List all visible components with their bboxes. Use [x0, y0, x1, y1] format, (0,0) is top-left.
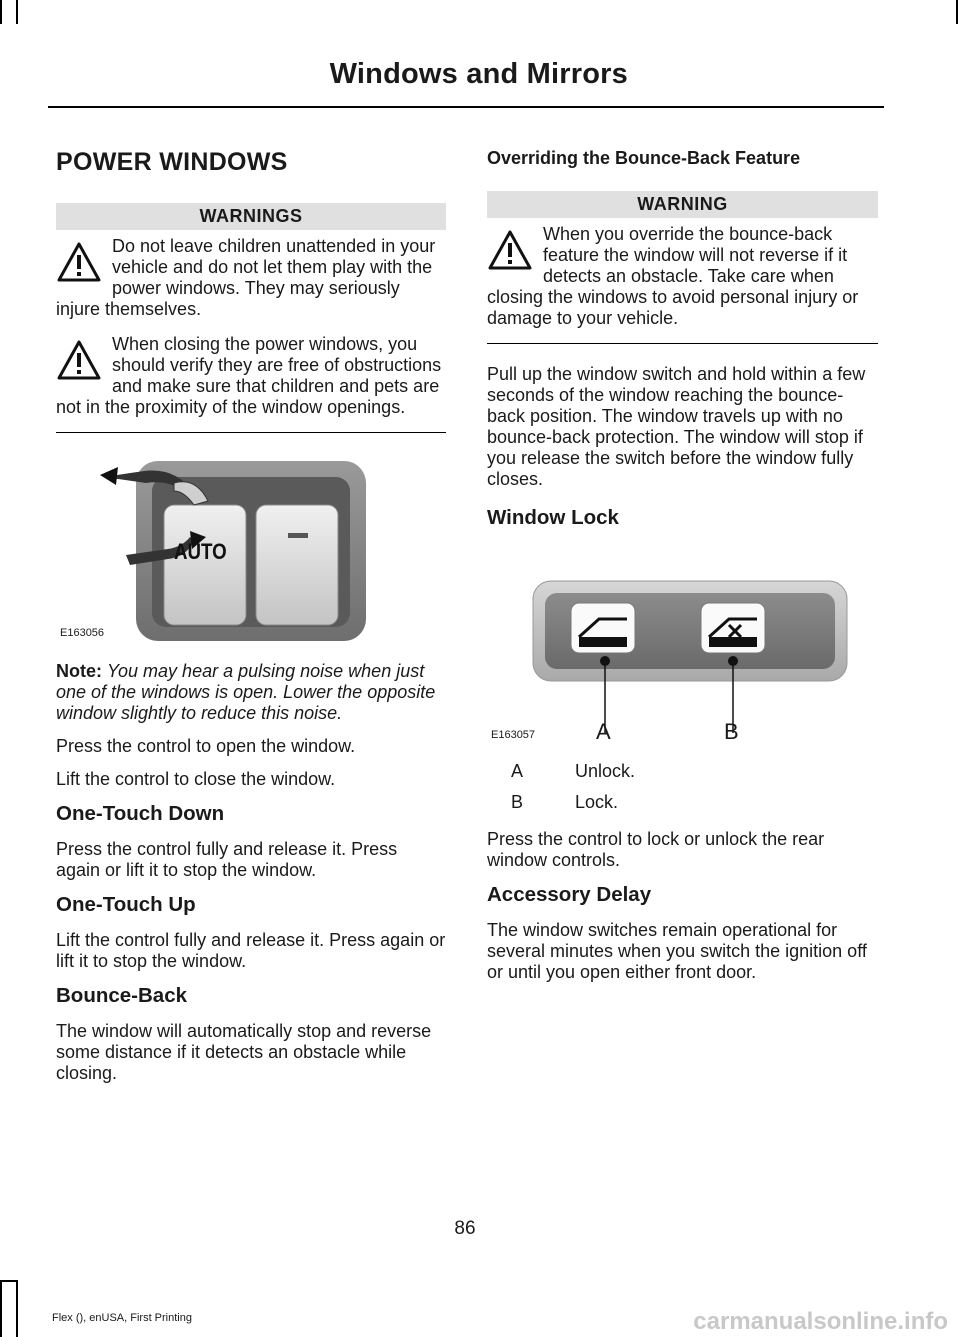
warning-text: When you override the bounce-back feature the window will not reverse if it detects an obstacle. Take care when closing the windows to avoid personal injury or damage to your vehicle. [487, 224, 859, 328]
body-text: The window will automatically stop and reverse some distance if it detects an obstacle while closing. [56, 1021, 432, 1083]
body-text: The window switches remain operational for several minutes when you switch the ignition off or until you open either front door. [487, 920, 867, 982]
body-text: Press the control to open the window. [56, 736, 356, 756]
crop-mark [956, 0, 958, 24]
right-column [487, 140, 878, 995]
callout-label-a: A [596, 719, 611, 744]
note-text: You may hear a pulsing noise when just one of the windows is open. Lower the opposite window slightly to reduce this noise. [56, 661, 436, 723]
window-lock-illustration [487, 543, 877, 743]
legend-row [487, 761, 878, 782]
warnings-end-rule [56, 432, 446, 433]
warning-triangle-icon [56, 338, 102, 384]
warnings-banner: WARNINGS [56, 203, 446, 230]
subheading-window-lock: Window Lock [487, 506, 619, 529]
auto-label: AUTO [174, 539, 227, 564]
crop-mark [0, 0, 2, 24]
footer-text: Flex (), enUSA, First Printing [52, 1312, 192, 1324]
warning-text: When closing the power windows, you should verify they are free of obstructions and make sure that children and pets are not in the proximity of the window openings. [56, 334, 442, 417]
figure-id: E163057 [491, 729, 536, 741]
warning-item [56, 334, 446, 418]
body-text: Press the control fully and release it. Press again or lift it to stop the window. [56, 839, 398, 880]
subheading-one-touch-up: One-Touch Up [56, 893, 196, 916]
figure-id: E163056 [60, 627, 105, 639]
callout-label-b: B [724, 719, 739, 744]
legend-value: Unlock. [575, 761, 636, 781]
subheading-override: Overriding the Bounce-Back Feature [487, 148, 801, 168]
legend-key: B [510, 792, 523, 812]
legend-value: Lock. [575, 792, 619, 812]
body-text: Pull up the window switch and hold within a few seconds of the window reaching the bounce-back position. The window travels up with no bounce-back protection. The window will stop if you release the switch before the window fully closes. [487, 364, 866, 489]
crop-mark [16, 1280, 18, 1337]
subheading-bounce-back: Bounce-Back [56, 984, 188, 1007]
warning-item [56, 236, 446, 320]
page-header-title: Windows and Mirrors [329, 58, 628, 90]
legend-key: A [510, 761, 523, 781]
body-text: Lift the control to close the window. [56, 769, 336, 789]
body-text: Lift the control fully and release it. Press again or lift it to stop the window. [56, 930, 446, 971]
note-label: Note: [56, 661, 102, 681]
crop-mark [0, 1280, 2, 1337]
section-heading: POWER WINDOWS [56, 148, 288, 176]
subheading-accessory-delay: Accessory Delay [487, 883, 652, 906]
note-paragraph [56, 661, 446, 724]
warning-triangle-icon [56, 240, 102, 286]
watermark: carmanualsonline.info [693, 1308, 948, 1335]
header-rule [48, 106, 884, 108]
legend-row [487, 792, 878, 813]
warning-text: Do not leave children unattended in your vehicle and do not let them play with the power windows. They may seriously injure themselves. [56, 236, 436, 319]
power-window-switch-illustration [56, 453, 446, 643]
warning-end-rule [487, 343, 878, 344]
warning-triangle-icon [487, 228, 533, 274]
power-window-switch-figure [56, 453, 446, 643]
left-column [56, 140, 446, 1096]
warning-item [487, 224, 878, 329]
body-text: Press the control to lock or unlock the rear window controls. [487, 829, 825, 870]
subheading-one-touch-down: One-Touch Down [56, 802, 225, 825]
window-lock-figure [487, 543, 877, 743]
page-number: 86 [454, 1218, 476, 1239]
crop-mark [16, 0, 18, 24]
warning-banner: WARNING [487, 191, 878, 218]
